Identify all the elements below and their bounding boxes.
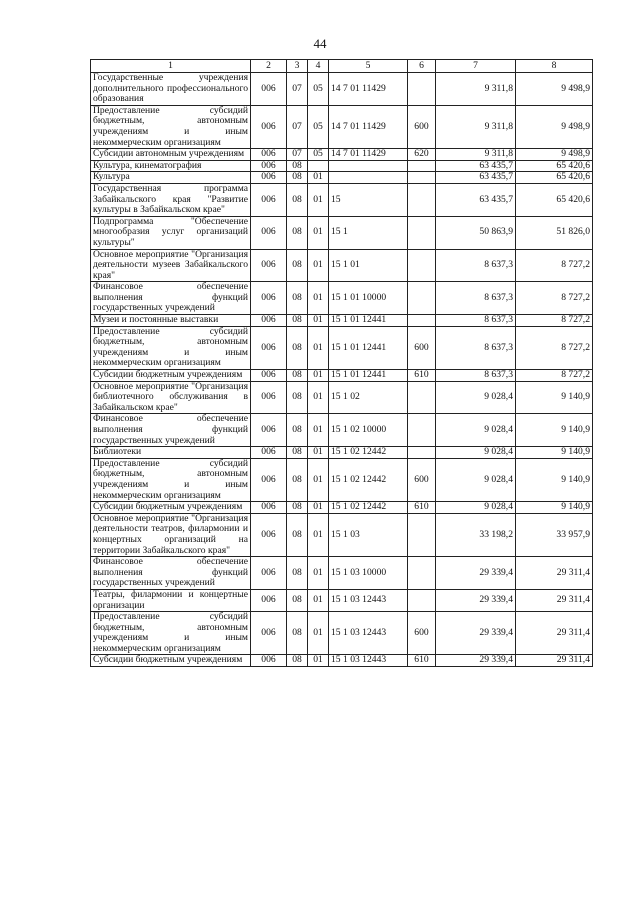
- subsection-code-cell: 01: [308, 447, 329, 459]
- table-row: [91, 216, 593, 249]
- expense-type-cell: [408, 381, 436, 414]
- section-code-cell: 08: [287, 160, 308, 172]
- target-article-cell: 15 1 01 10000: [329, 282, 408, 315]
- row-name-cell: Субсидии бюджетным учреждениям: [91, 502, 251, 514]
- header-cell: 5: [329, 60, 408, 73]
- row-name-cell: Предоставление субсидий бюджетным, автономным учреждениям и иным некоммерческим организациям: [91, 612, 251, 655]
- header-cell: 6: [408, 60, 436, 73]
- target-article-cell: 15 1: [329, 216, 408, 249]
- expense-type-cell: 620: [408, 149, 436, 161]
- amount-year1-cell: 29 339,4: [436, 612, 516, 655]
- row-name-cell: Культура, кинематография: [91, 160, 251, 172]
- table-row: [91, 370, 593, 382]
- subsection-code-cell: 01: [308, 557, 329, 590]
- subsection-code-cell: 05: [308, 149, 329, 161]
- section-code-cell: 08: [287, 172, 308, 184]
- table-header-row: [91, 60, 593, 73]
- amount-year1-cell: 63 435,7: [436, 172, 516, 184]
- amount-year1-cell: 50 863,9: [436, 216, 516, 249]
- table-row: [91, 183, 593, 216]
- table-row: [91, 589, 593, 611]
- section-code-cell: 08: [287, 414, 308, 447]
- amount-year2-cell: 8 727,2: [516, 249, 593, 282]
- subsection-code-cell: 01: [308, 381, 329, 414]
- target-article-cell: 14 7 01 11429: [329, 73, 408, 106]
- expense-type-cell: 610: [408, 502, 436, 514]
- amount-year1-cell: 9 311,8: [436, 73, 516, 106]
- header-cell: 8: [516, 60, 593, 73]
- ministry-code-cell: 006: [251, 447, 287, 459]
- ministry-code-cell: 006: [251, 216, 287, 249]
- amount-year2-cell: 65 420,6: [516, 172, 593, 184]
- amount-year2-cell: 8 727,2: [516, 326, 593, 369]
- subsection-code-cell: 01: [308, 655, 329, 667]
- ministry-code-cell: 006: [251, 414, 287, 447]
- ministry-code-cell: 006: [251, 183, 287, 216]
- amount-year2-cell: 29 311,4: [516, 655, 593, 667]
- ministry-code-cell: 006: [251, 589, 287, 611]
- table-row: [91, 458, 593, 501]
- subsection-code-cell: 01: [308, 216, 329, 249]
- amount-year2-cell: 65 420,6: [516, 183, 593, 216]
- section-code-cell: 08: [287, 249, 308, 282]
- row-name-cell: Основное мероприятие "Организация деятельности театров, филармонии и концертных организаций на территории Забайкальского края": [91, 513, 251, 556]
- subsection-code-cell: 01: [308, 326, 329, 369]
- ministry-code-cell: 006: [251, 502, 287, 514]
- amount-year2-cell: 9 140,9: [516, 447, 593, 459]
- target-article-cell: 15 1 01 12441: [329, 315, 408, 327]
- section-code-cell: 08: [287, 282, 308, 315]
- amount-year2-cell: 29 311,4: [516, 612, 593, 655]
- row-name-cell: Театры, филармонии и концертные организации: [91, 589, 251, 611]
- amount-year2-cell: 8 727,2: [516, 282, 593, 315]
- target-article-cell: 15 1 02: [329, 381, 408, 414]
- ministry-code-cell: 006: [251, 315, 287, 327]
- ministry-code-cell: 006: [251, 172, 287, 184]
- amount-year1-cell: 29 339,4: [436, 589, 516, 611]
- amount-year1-cell: 33 198,2: [436, 513, 516, 556]
- table-body: [91, 73, 593, 667]
- target-article-cell: 15: [329, 183, 408, 216]
- section-code-cell: 08: [287, 655, 308, 667]
- amount-year2-cell: 9 140,9: [516, 502, 593, 514]
- section-code-cell: 07: [287, 149, 308, 161]
- subsection-code-cell: 01: [308, 370, 329, 382]
- subsection-code-cell: 01: [308, 183, 329, 216]
- ministry-code-cell: 006: [251, 381, 287, 414]
- subsection-code-cell: 01: [308, 612, 329, 655]
- section-code-cell: 08: [287, 381, 308, 414]
- target-article-cell: 15 1 02 12442: [329, 458, 408, 501]
- amount-year2-cell: 29 311,4: [516, 557, 593, 590]
- expense-type-cell: [408, 557, 436, 590]
- row-name-cell: Основное мероприятие "Организация деятельности музеев Забайкальского края": [91, 249, 251, 282]
- expense-type-cell: 600: [408, 105, 436, 148]
- subsection-code-cell: 01: [308, 249, 329, 282]
- amount-year2-cell: 65 420,6: [516, 160, 593, 172]
- target-article-cell: 15 1 02 10000: [329, 414, 408, 447]
- row-name-cell: Финансовое обеспечение выполнения функций государственных учреждений: [91, 282, 251, 315]
- section-code-cell: 08: [287, 183, 308, 216]
- subsection-code-cell: 01: [308, 414, 329, 447]
- ministry-code-cell: 006: [251, 513, 287, 556]
- section-code-cell: 08: [287, 557, 308, 590]
- amount-year1-cell: 8 637,3: [436, 282, 516, 315]
- table-row: [91, 414, 593, 447]
- target-article-cell: 15 1 01 12441: [329, 370, 408, 382]
- row-name-cell: Подпрограмма "Обеспечение многообразия услуг организаций культуры": [91, 216, 251, 249]
- amount-year1-cell: 9 028,4: [436, 447, 516, 459]
- table-row: [91, 655, 593, 667]
- row-name-cell: Субсидии бюджетным учреждениям: [91, 370, 251, 382]
- row-name-cell: Предоставление субсидий бюджетным, автономным учреждениям и иным некоммерческим организациям: [91, 105, 251, 148]
- expense-type-cell: 610: [408, 655, 436, 667]
- target-article-cell: 15 1 02 12442: [329, 502, 408, 514]
- section-code-cell: 08: [287, 458, 308, 501]
- section-code-cell: 07: [287, 105, 308, 148]
- amount-year2-cell: 9 140,9: [516, 381, 593, 414]
- section-code-cell: 08: [287, 370, 308, 382]
- row-name-cell: Субсидии автономным учреждениям: [91, 149, 251, 161]
- section-code-cell: 08: [287, 502, 308, 514]
- subsection-code-cell: 05: [308, 105, 329, 148]
- expense-type-cell: [408, 183, 436, 216]
- expense-type-cell: [408, 73, 436, 106]
- ministry-code-cell: 006: [251, 249, 287, 282]
- amount-year1-cell: 8 637,3: [436, 370, 516, 382]
- table-row: [91, 282, 593, 315]
- subsection-code-cell: 01: [308, 502, 329, 514]
- section-code-cell: 07: [287, 73, 308, 106]
- ministry-code-cell: 006: [251, 557, 287, 590]
- section-code-cell: 08: [287, 326, 308, 369]
- expense-type-cell: 600: [408, 458, 436, 501]
- amount-year1-cell: 8 637,3: [436, 326, 516, 369]
- table-row: [91, 249, 593, 282]
- table-row: [91, 160, 593, 172]
- row-name-cell: Государственные учреждения дополнительного профессионального образования: [91, 73, 251, 106]
- ministry-code-cell: 006: [251, 655, 287, 667]
- table-row: [91, 502, 593, 514]
- target-article-cell: 15 1 03 12443: [329, 655, 408, 667]
- amount-year2-cell: 33 957,9: [516, 513, 593, 556]
- subsection-code-cell: 05: [308, 73, 329, 106]
- amount-year1-cell: 9 311,8: [436, 105, 516, 148]
- target-article-cell: [329, 172, 408, 184]
- expense-type-cell: 610: [408, 370, 436, 382]
- expense-type-cell: [408, 160, 436, 172]
- amount-year1-cell: 8 637,3: [436, 249, 516, 282]
- amount-year1-cell: 9 028,4: [436, 502, 516, 514]
- table-row: [91, 612, 593, 655]
- row-name-cell: Субсидии бюджетным учреждениям: [91, 655, 251, 667]
- amount-year2-cell: 9 498,9: [516, 73, 593, 106]
- ministry-code-cell: 006: [251, 612, 287, 655]
- target-article-cell: 15 1 02 12442: [329, 447, 408, 459]
- ministry-code-cell: 006: [251, 370, 287, 382]
- amount-year2-cell: 9 498,9: [516, 149, 593, 161]
- amount-year1-cell: 9 028,4: [436, 458, 516, 501]
- expense-type-cell: [408, 216, 436, 249]
- expense-type-cell: [408, 513, 436, 556]
- amount-year1-cell: 9 311,8: [436, 149, 516, 161]
- header-cell: 1: [91, 60, 251, 73]
- expense-type-cell: [408, 414, 436, 447]
- amount-year2-cell: 8 727,2: [516, 315, 593, 327]
- amount-year2-cell: 8 727,2: [516, 370, 593, 382]
- table-row: [91, 105, 593, 148]
- section-code-cell: 08: [287, 612, 308, 655]
- row-name-cell: Музеи и постоянные выставки: [91, 315, 251, 327]
- subsection-code-cell: 01: [308, 282, 329, 315]
- expense-type-cell: [408, 282, 436, 315]
- section-code-cell: 08: [287, 447, 308, 459]
- amount-year1-cell: 9 028,4: [436, 381, 516, 414]
- row-name-cell: Финансовое обеспечение выполнения функций государственных учреждений: [91, 414, 251, 447]
- target-article-cell: 15 1 03 12443: [329, 589, 408, 611]
- target-article-cell: 15 1 03 12443: [329, 612, 408, 655]
- table-row: [91, 447, 593, 459]
- amount-year1-cell: 29 339,4: [436, 655, 516, 667]
- expense-type-cell: 600: [408, 612, 436, 655]
- table-row: [91, 381, 593, 414]
- table-row: [91, 326, 593, 369]
- section-code-cell: 08: [287, 315, 308, 327]
- ministry-code-cell: 006: [251, 326, 287, 369]
- amount-year2-cell: 51 826,0: [516, 216, 593, 249]
- expense-type-cell: [408, 447, 436, 459]
- row-name-cell: Государственная программа Забайкальского края "Развитие культуры в Забайкальском крае": [91, 183, 251, 216]
- expense-type-cell: 600: [408, 326, 436, 369]
- row-name-cell: Культура: [91, 172, 251, 184]
- row-name-cell: Предоставление субсидий бюджетным, автономным учреждениям и иным некоммерческим организациям: [91, 458, 251, 501]
- target-article-cell: [329, 160, 408, 172]
- header-cell: 4: [308, 60, 329, 73]
- section-code-cell: 08: [287, 216, 308, 249]
- expense-type-cell: [408, 249, 436, 282]
- ministry-code-cell: 006: [251, 458, 287, 501]
- amount-year1-cell: 29 339,4: [436, 557, 516, 590]
- ministry-code-cell: 006: [251, 105, 287, 148]
- amount-year1-cell: 9 028,4: [436, 414, 516, 447]
- table-row: [91, 73, 593, 106]
- ministry-code-cell: 006: [251, 149, 287, 161]
- amount-year2-cell: 29 311,4: [516, 589, 593, 611]
- row-name-cell: Финансовое обеспечение выполнения функций государственных учреждений: [91, 557, 251, 590]
- ministry-code-cell: 006: [251, 282, 287, 315]
- target-article-cell: 15 1 01 12441: [329, 326, 408, 369]
- subsection-code-cell: 01: [308, 589, 329, 611]
- section-code-cell: 08: [287, 513, 308, 556]
- target-article-cell: 14 7 01 11429: [329, 149, 408, 161]
- expense-type-cell: [408, 589, 436, 611]
- amount-year1-cell: 8 637,3: [436, 315, 516, 327]
- ministry-code-cell: 006: [251, 160, 287, 172]
- ministry-code-cell: 006: [251, 73, 287, 106]
- subsection-code-cell: 01: [308, 172, 329, 184]
- subsection-code-cell: 01: [308, 513, 329, 556]
- table-row: [91, 557, 593, 590]
- subsection-code-cell: 01: [308, 315, 329, 327]
- row-name-cell: Предоставление субсидий бюджетным, автономным учреждениям и иным некоммерческим организациям: [91, 326, 251, 369]
- header-cell: 3: [287, 60, 308, 73]
- table-row: [91, 513, 593, 556]
- budget-table: [90, 59, 593, 667]
- table-row: [91, 149, 593, 161]
- row-name-cell: Библиотеки: [91, 447, 251, 459]
- target-article-cell: 15 1 03 10000: [329, 557, 408, 590]
- amount-year2-cell: 9 498,9: [516, 105, 593, 148]
- header-cell: 7: [436, 60, 516, 73]
- subsection-code-cell: 01: [308, 458, 329, 501]
- amount-year2-cell: 9 140,9: [516, 458, 593, 501]
- amount-year1-cell: 63 435,7: [436, 183, 516, 216]
- amount-year2-cell: 9 140,9: [516, 414, 593, 447]
- target-article-cell: 15 1 03: [329, 513, 408, 556]
- table-row: [91, 315, 593, 327]
- target-article-cell: 14 7 01 11429: [329, 105, 408, 148]
- target-article-cell: 15 1 01: [329, 249, 408, 282]
- amount-year1-cell: 63 435,7: [436, 160, 516, 172]
- table-row: [91, 172, 593, 184]
- header-cell: 2: [251, 60, 287, 73]
- subsection-code-cell: [308, 160, 329, 172]
- row-name-cell: Основное мероприятие "Организация библиотечного обслуживания в Забайкальском крае": [91, 381, 251, 414]
- expense-type-cell: [408, 315, 436, 327]
- expense-type-cell: [408, 172, 436, 184]
- section-code-cell: 08: [287, 589, 308, 611]
- page-number: 44: [313, 36, 327, 51]
